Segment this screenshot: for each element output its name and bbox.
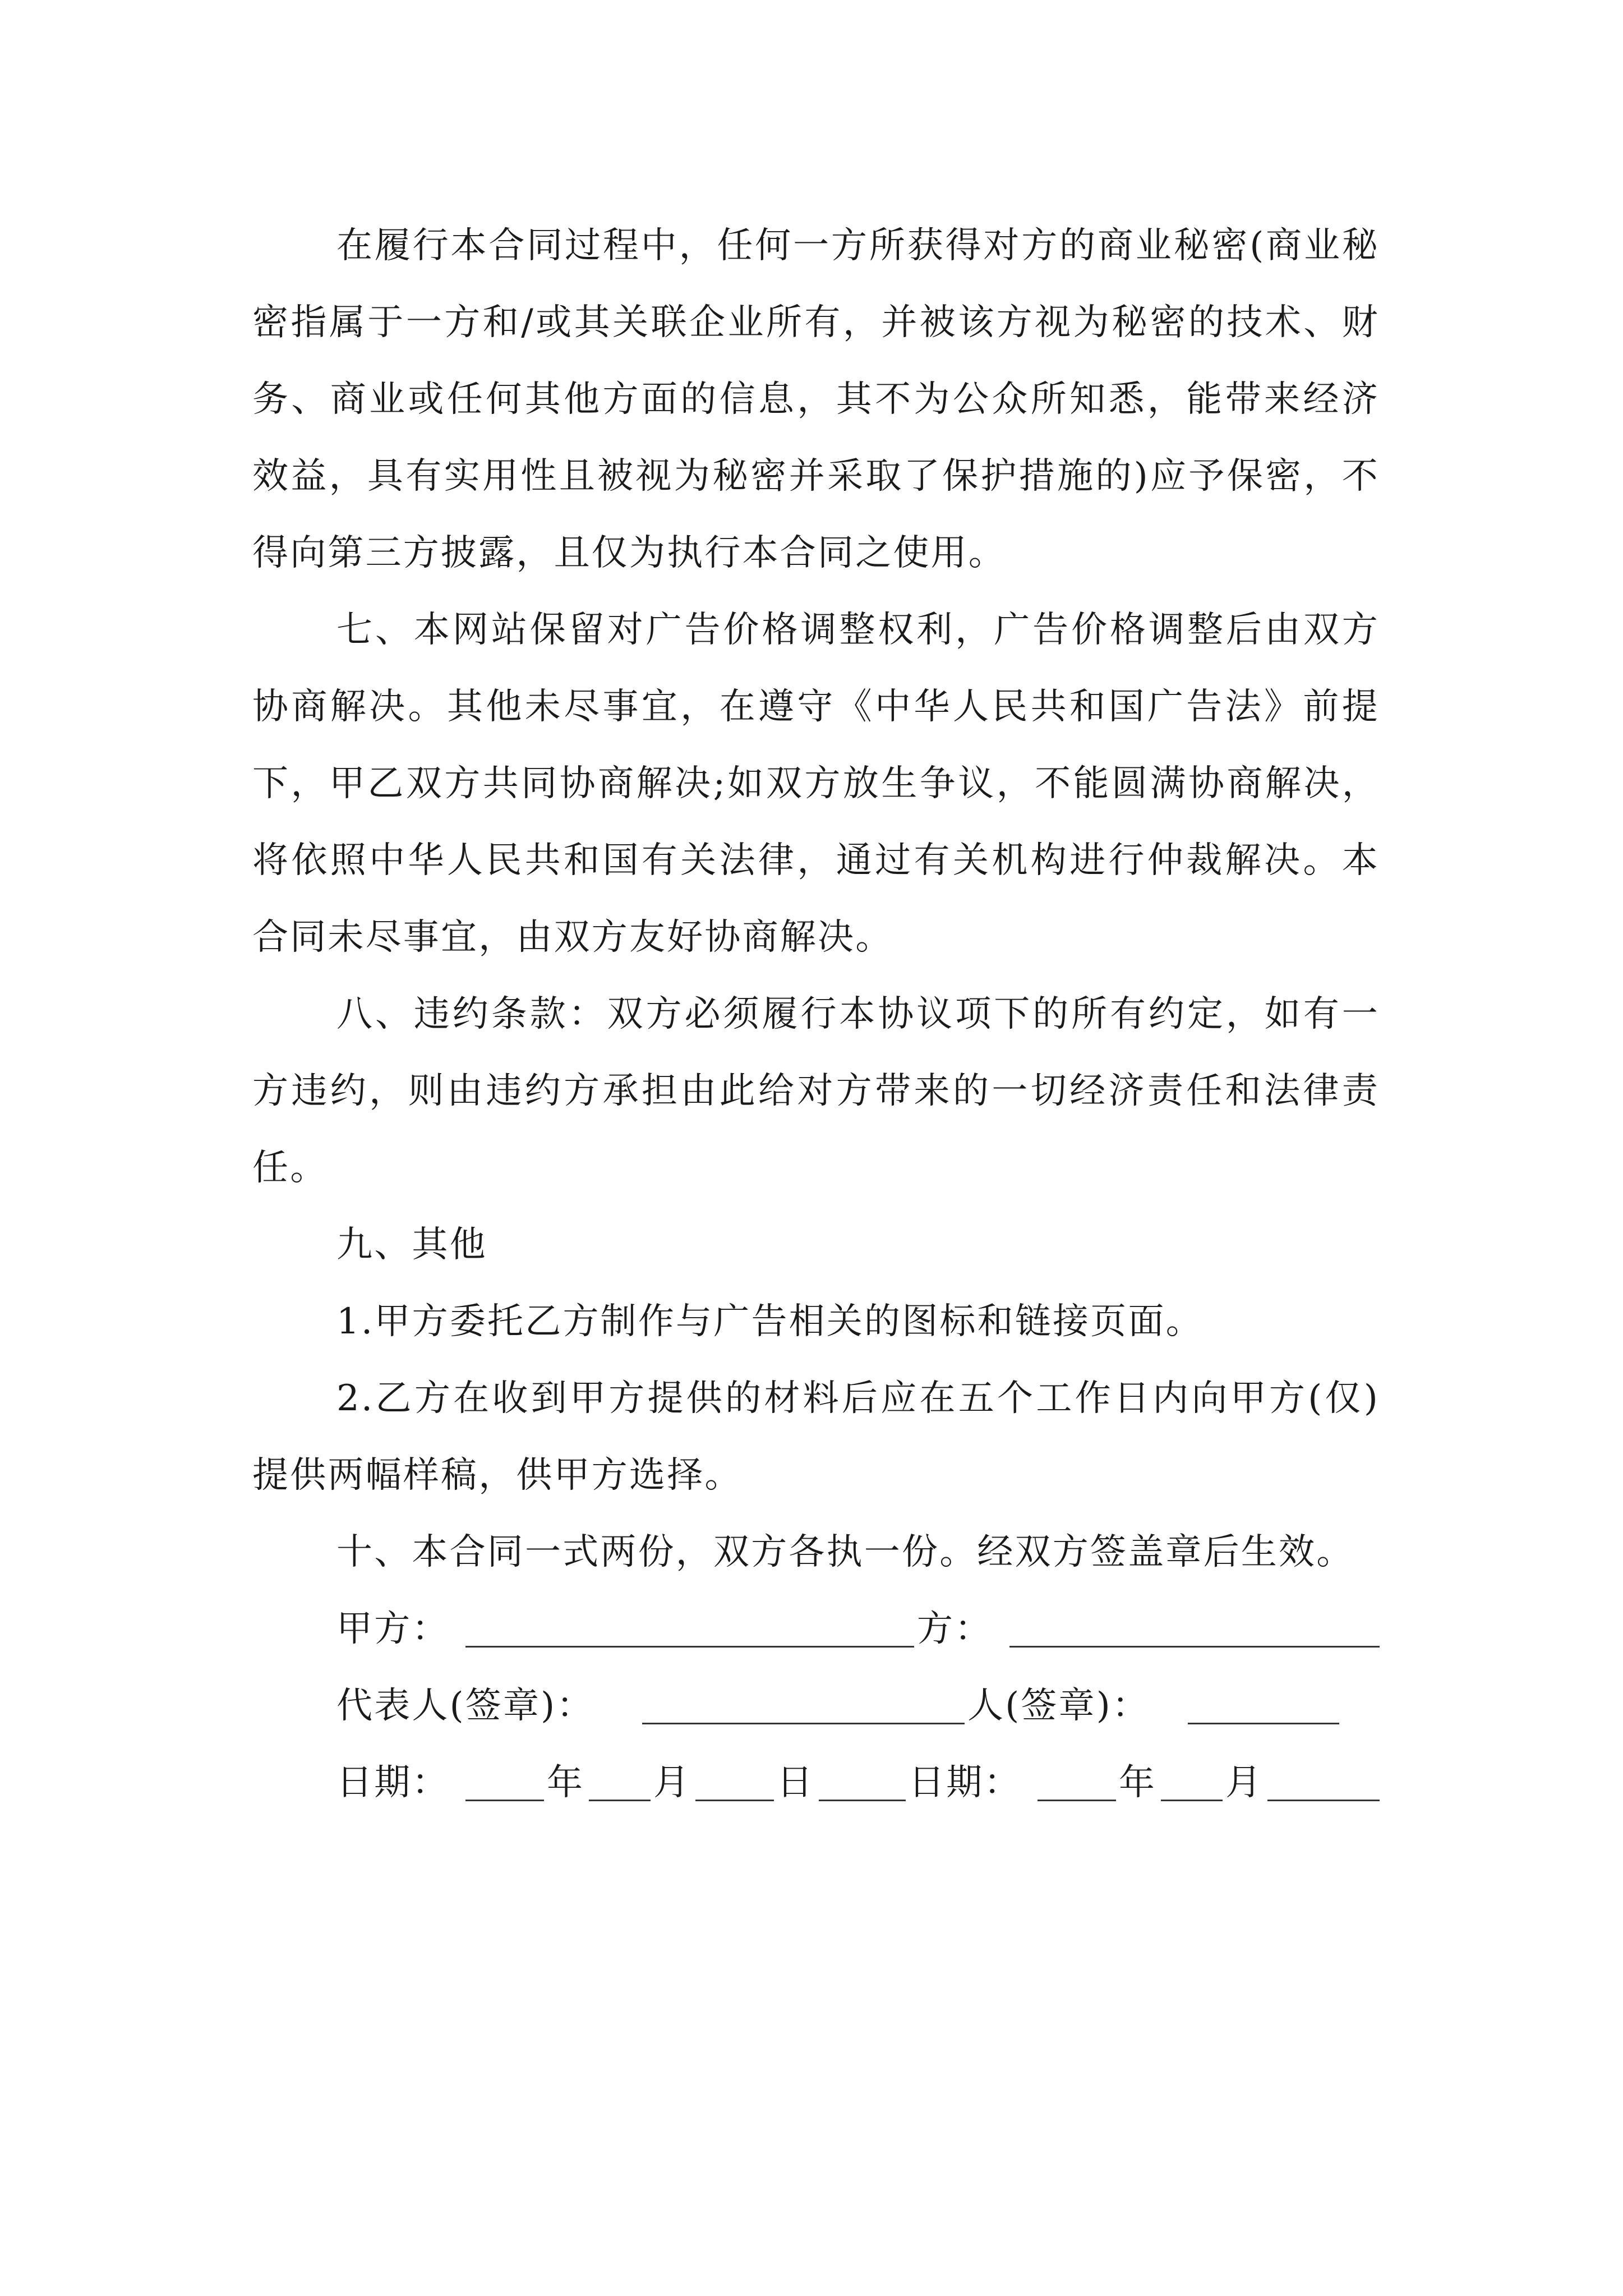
paragraph-clause-9-heading: 九、其他: [336, 1224, 487, 1266]
paragraph-clause-8: 八、违约条款：双方必须履行本协议项下的所有约定，如有一方违约，则由违约方承担由此给对方带来的一切经济责任和法律责任。: [252, 993, 1380, 1189]
signature-party-line: [252, 1591, 1380, 1668]
date-b-trailing-blank: [1267, 1800, 1380, 1801]
date-a-day-blank: [695, 1800, 774, 1801]
date-a-year: 年: [547, 1762, 585, 1803]
paragraph-confidentiality: 在履行本合同过程中，任何一方所获得对方的商业秘密(商业秘密指属于一方和/或其关联企业所有，并被该方视为秘密的技术、财务、商业或任何其他方面的信息，其不为公众所知悉，能带来经济效益，具有实用性且被视为秘密并采取了保护措施的)应予保密，不得向第三方披露，且仅为执行本合同之使用。: [252, 225, 1380, 574]
paragraph-clause-7: 七、本网站保留对广告价格调整权利，广告价格调整后由双方协商解决。其他未尽事宜，在遵守《中华人民共和国广告法》前提下，甲乙双方共同协商解决;如双方放生争议，不能圆满协商解决，将依照中华人民共和国有关法律，通过有关机构进行仲裁解决。本合同未尽事宜，由双方友好协商解决。: [252, 609, 1380, 958]
party-b-blank: [1009, 1646, 1380, 1648]
rep-b-blank: [1188, 1723, 1339, 1724]
signature-representative-line: [252, 1668, 1380, 1745]
date-b-month-blank: [1161, 1800, 1223, 1801]
date-b-label: 日期：: [909, 1762, 1022, 1803]
date-a-month: 月: [653, 1762, 691, 1803]
date-a-year-blank: [465, 1800, 544, 1801]
signature-date-line: [252, 1745, 1380, 1821]
rep-a-blank: [642, 1723, 965, 1724]
rep-b-label: 人(签章)：: [967, 1685, 1150, 1727]
party-a-label: 甲方：: [336, 1608, 450, 1650]
date-b-year: 年: [1119, 1762, 1157, 1803]
date-a-label: 日期：: [336, 1762, 450, 1803]
document-body: [252, 208, 1380, 1821]
paragraph-clause-9-item-1: 1.甲方委托乙方制作与广告相关的图标和链接页面。: [336, 1301, 1204, 1342]
date-b-year-blank: [1038, 1800, 1116, 1801]
paragraph-clause-10: 十、本合同一式两份，双方各执一份。经双方签盖章后生效。: [336, 1531, 1354, 1573]
date-a-day: 日: [777, 1762, 815, 1803]
date-a-trailing-blank: [819, 1800, 906, 1801]
party-b-label: 方：: [917, 1608, 993, 1650]
rep-a-label: 代表人(签章)：: [336, 1685, 594, 1727]
date-a-month-blank: [589, 1800, 651, 1801]
date-b-month: 月: [1225, 1762, 1264, 1803]
party-a-blank: [465, 1646, 914, 1648]
paragraph-clause-9-item-2: 2.乙方在收到甲方提供的材料后应在五个工作日内向甲方(仅)提供两幅样稿，供甲方选择。: [252, 1378, 1380, 1496]
